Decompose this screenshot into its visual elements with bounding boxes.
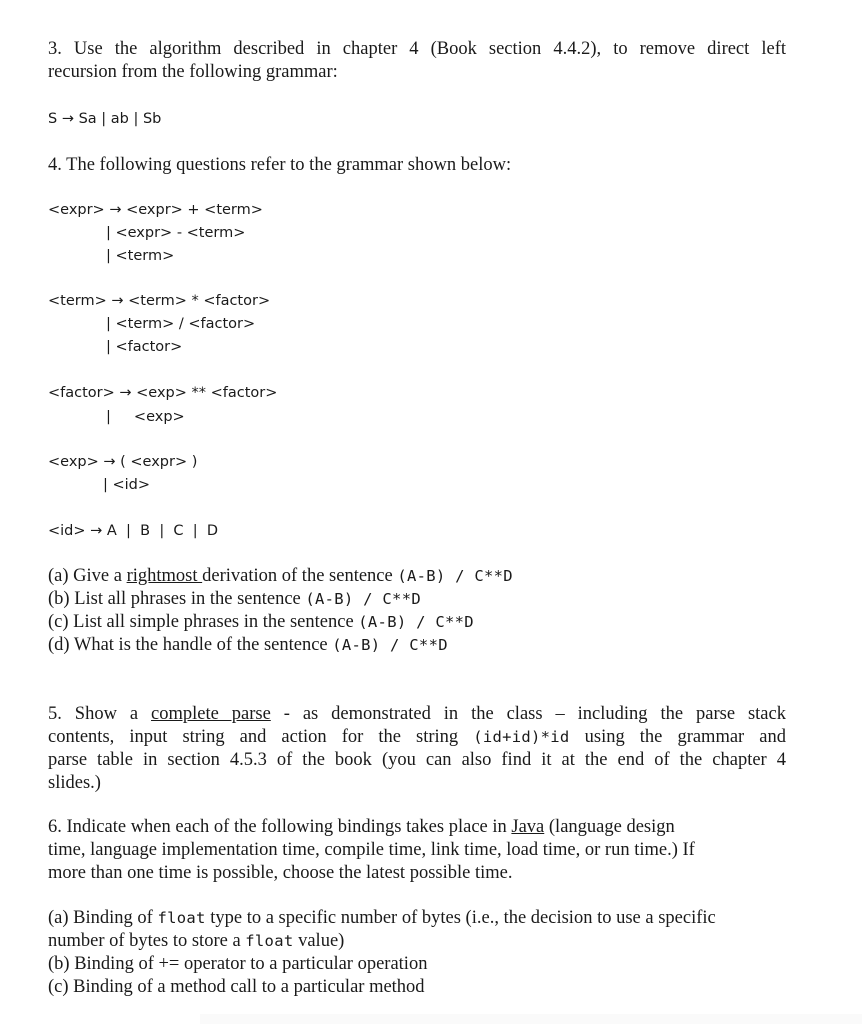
grammar-exp-rule (48, 451, 197, 474)
grammar-expr-rule (48, 199, 263, 222)
q5-l2-b: using the grammar and (569, 727, 786, 747)
q4-part-d (48, 634, 448, 657)
term-rhs: <term> * <factor> (128, 293, 271, 309)
factor-lhs: <factor> → (48, 385, 132, 401)
exp-lhs: <exp> → (48, 454, 116, 470)
id-lhs: <id> → (48, 523, 103, 539)
q3-paragraph (48, 38, 786, 84)
id-rhs: A | B | C | D (106, 523, 219, 539)
q5-line-1 (48, 703, 786, 726)
q6a2-prefix: number of bytes to store a (48, 931, 246, 951)
q5-string: (id+id)*id (473, 728, 570, 746)
q6-java: Java (511, 817, 545, 837)
q5-l1-a: 5. Show a (48, 704, 152, 724)
q4b-text: (b) List all phrases in the sentence (48, 589, 306, 609)
q4-part-b (48, 588, 421, 611)
q4c-sentence: (A-B) / C**D (358, 613, 474, 631)
factor-rhs: <exp> ** <factor> (136, 385, 278, 401)
q6-line-1 (48, 816, 675, 839)
q6a2-float: float (245, 932, 294, 950)
q6-l1-a: 6. Indicate when each of the following bindings takes place in (48, 817, 512, 837)
q6a-prefix: (a) Binding of (48, 908, 158, 928)
q5-line-2 (48, 726, 786, 749)
page-bottom-shade (200, 1014, 862, 1024)
q6-l1-b: (language design (544, 817, 675, 837)
q6-part-b: (b) Binding of += operator to a particular operation (48, 954, 428, 974)
expr-alt-1: | <expr> - <term> (106, 225, 246, 241)
q3-line-2: recursion from the following grammar: (48, 62, 338, 82)
q5-line-4: slides.) (48, 773, 101, 793)
q4a-sentence: (A-B) / C**D (397, 567, 513, 585)
q5-line-3: parse table in section 4.5.3 of the book (you can also find it at the end of the chapter 4 (48, 750, 786, 770)
q5-l1-b: - as demonstrated in the class – including the parse stack (270, 704, 786, 724)
q4-intro: 4. The following questions refer to the grammar shown below: (48, 155, 512, 175)
q6a-rest: type to a specific number of bytes (i.e., the decision to use a specific (205, 908, 716, 928)
q6-part-a-line-1 (48, 907, 716, 930)
q6a-float: float (157, 909, 206, 927)
q4c-text: (c) List all simple phrases in the sentence (48, 612, 359, 632)
q4d-sentence: (A-B) / C**D (332, 636, 448, 654)
q5-complete-parse: complete parse (151, 704, 271, 724)
q4a-underlined: rightmost (126, 566, 203, 586)
grammar-factor-rule (48, 382, 277, 405)
grammar-id-rule (48, 520, 218, 543)
q3-line-1: 3. Use the algorithm described in chapter 4 (Book section 4.4.2), to remove direct left (48, 39, 786, 59)
q6-line-3: more than one time is possible, choose the latest possible time. (48, 863, 513, 883)
expr-alt-2: | <term> (106, 248, 175, 264)
grammar-term-rule (48, 290, 270, 313)
q6-part-a-line-2 (48, 930, 344, 953)
term-alt-2: | <factor> (106, 339, 183, 355)
q5-paragraph (48, 703, 786, 795)
exp-rhs: ( <expr> ) (120, 454, 198, 470)
q4-part-a (48, 565, 513, 588)
q4-part-c (48, 611, 474, 634)
q6-part-c: (c) Binding of a method call to a particular method (48, 977, 425, 997)
q4b-sentence: (A-B) / C**D (305, 590, 421, 608)
q3-production: S → Sa | ab | Sb (48, 111, 162, 127)
q6-line-2: time, language implementation time, compile time, link time, load time, or run time.) If (48, 840, 695, 860)
q5-l2-a: contents, input string and action for the string (48, 727, 474, 747)
factor-alt-1: | <exp> (106, 409, 185, 425)
expr-lhs: <expr> → (48, 202, 122, 218)
q4a-prefix: (a) Give a (48, 566, 127, 586)
expr-rhs: <expr> + <term> (126, 202, 263, 218)
term-lhs: <term> → (48, 293, 124, 309)
q4d-text: (d) What is the handle of the sentence (48, 635, 333, 655)
term-alt-1: | <term> / <factor> (106, 316, 256, 332)
q4a-rest: derivation of the sentence (202, 566, 398, 586)
exp-alt-1: | <id> (103, 477, 151, 493)
q6a2-rest: value) (293, 931, 345, 951)
